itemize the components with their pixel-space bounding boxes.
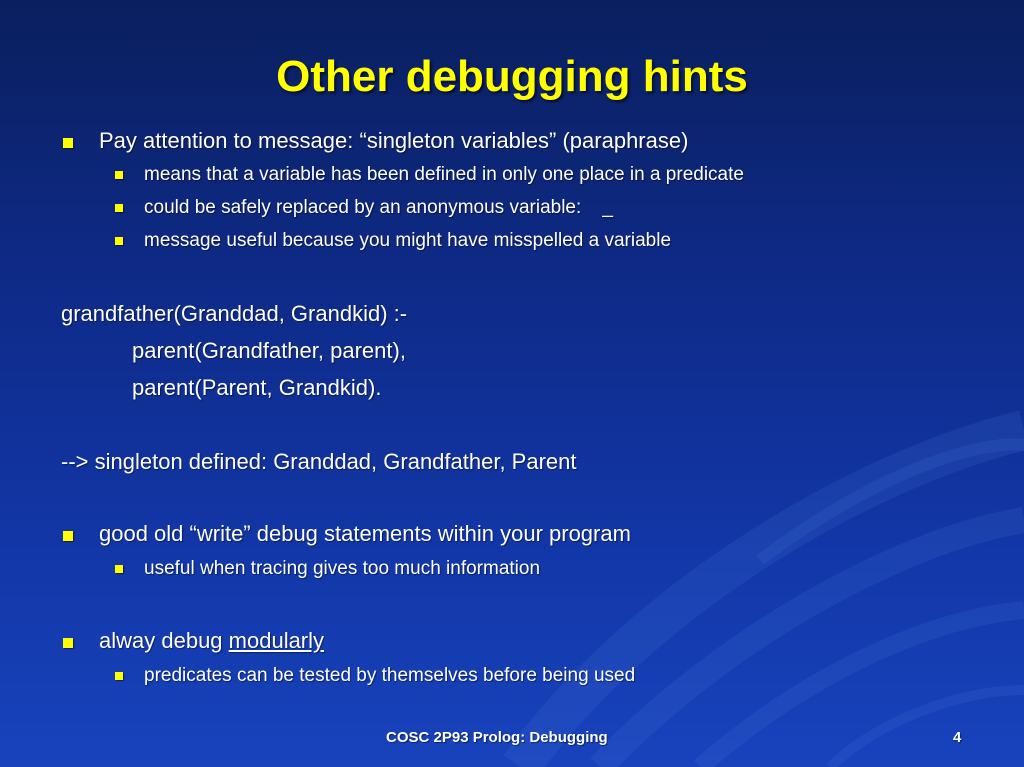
bullet-square-icon <box>115 672 123 680</box>
singleton-message: --> singleton defined: Granddad, Grandfather, Parent <box>61 449 577 474</box>
bullet-square-icon <box>115 237 123 245</box>
code-line: parent(Parent, Grandkid). <box>132 375 382 400</box>
code-line: grandfather(Granddad, Grandkid) :- <box>61 301 408 326</box>
footer-course-title: COSC 2P93 Prolog: Debugging <box>386 729 608 746</box>
bullet-item: good old “write” debug statements within your program <box>99 521 631 546</box>
bullet-square-icon <box>115 204 123 212</box>
bullet-square-icon <box>115 565 123 573</box>
bullet-square-icon <box>115 171 123 179</box>
sub-bullet-item: could be safely replaced by an anonymous variable: _ <box>144 197 613 218</box>
sub-bullet-item: predicates can be tested by themselves before being used <box>144 665 636 686</box>
bullet-square-icon <box>63 138 73 148</box>
slide-title: Other debugging hints <box>276 52 748 101</box>
footer-page-number: 4 <box>953 729 962 746</box>
bullet-item <box>99 628 324 654</box>
sub-bullet-item: message useful because you might have misspelled a variable <box>144 230 672 251</box>
bullet-square-icon <box>63 638 73 648</box>
bullet-text: alway debug <box>99 628 229 653</box>
sub-bullet-item: useful when tracing gives too much information <box>144 558 541 579</box>
code-line: parent(Grandfather, parent), <box>132 338 406 363</box>
sub-bullet-item: means that a variable has been defined in only one place in a predicate <box>144 164 744 185</box>
modularly-link[interactable]: modularly <box>228 628 325 653</box>
bullet-square-icon <box>63 531 73 541</box>
bullet-item: Pay attention to message: “singleton variables” (paraphrase) <box>99 128 689 153</box>
